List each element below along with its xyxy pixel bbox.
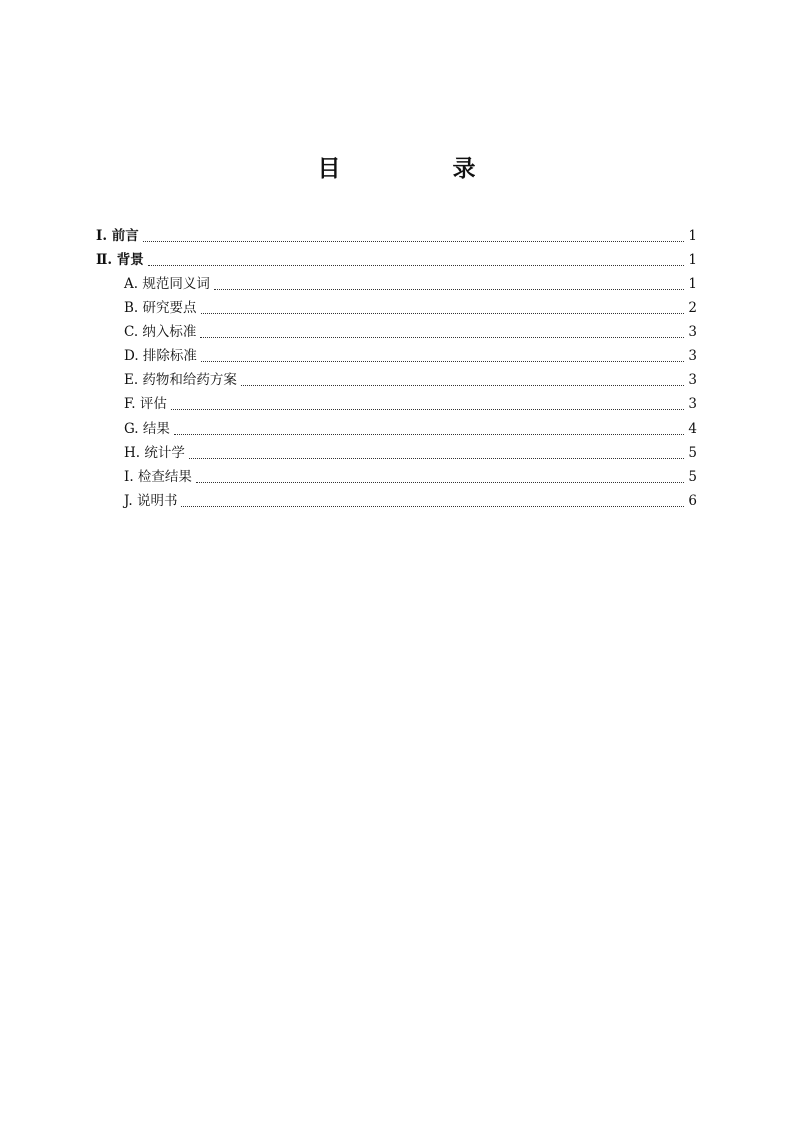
toc-entry-page: 6 <box>688 493 697 509</box>
toc-entry-statistics[interactable] <box>124 443 697 463</box>
toc-entry-label: H. 统计学 <box>124 445 185 461</box>
toc-entry-label: G. 结果 <box>124 421 170 437</box>
dot-leader <box>201 313 685 314</box>
dot-leader <box>174 434 685 435</box>
toc-entry-label: Ⅱ. 背景 <box>96 252 144 268</box>
toc-entry-exclusion[interactable] <box>124 346 697 366</box>
toc-entry-page: 5 <box>688 445 697 461</box>
dot-leader <box>214 289 685 290</box>
toc-entry-assessment[interactable] <box>124 394 697 414</box>
dot-leader <box>181 506 684 507</box>
toc-entry-dosing[interactable] <box>124 370 697 390</box>
toc-entry-label: B. 研究要点 <box>124 300 197 316</box>
toc-entry-label: E. 药物和给药方案 <box>124 372 237 388</box>
toc-entry-page: 3 <box>688 372 697 388</box>
toc-entry-page: 3 <box>688 396 697 412</box>
toc-entry-label: F. 评估 <box>124 396 167 412</box>
dot-leader <box>196 482 684 483</box>
dot-leader <box>171 409 685 410</box>
toc-entry-label: A. 规范同义词 <box>124 276 210 292</box>
dot-leader <box>148 265 685 266</box>
toc-entry-exam-results[interactable] <box>124 467 697 487</box>
toc-entry-label: Ⅰ. 前言 <box>96 228 139 244</box>
dot-leader <box>200 337 684 338</box>
toc-entry-page: 1 <box>688 252 697 268</box>
dot-leader <box>241 385 684 386</box>
toc-entry-background[interactable] <box>96 250 697 270</box>
toc-entry-label: J. 说明书 <box>124 493 178 509</box>
toc-entry-page: 1 <box>688 276 697 292</box>
toc-entry-page: 3 <box>688 348 697 364</box>
toc-entry-page: 4 <box>688 421 697 437</box>
toc-entry-label: C. 纳入标准 <box>124 324 197 340</box>
dot-leader <box>189 458 685 459</box>
toc-entry-label: Ⅰ. 检查结果 <box>124 469 192 485</box>
toc-entry-instructions[interactable] <box>124 491 697 511</box>
toc-entry-results[interactable] <box>124 419 697 439</box>
toc-entry-preface[interactable] <box>96 226 697 246</box>
page-title: 目 录 <box>317 155 528 182</box>
toc-entry-label: D. 排除标准 <box>124 348 197 364</box>
toc-entry-research-points[interactable] <box>124 298 697 318</box>
dot-leader <box>201 361 684 362</box>
toc-entry-page: 2 <box>688 300 697 316</box>
toc-entry-inclusion[interactable] <box>124 322 697 342</box>
toc-entry-page: 3 <box>688 324 697 340</box>
toc-entry-page: 1 <box>688 228 697 244</box>
toc-entry-page: 5 <box>688 469 697 485</box>
dot-leader <box>143 241 685 242</box>
toc-entry-synonyms[interactable] <box>124 274 697 294</box>
